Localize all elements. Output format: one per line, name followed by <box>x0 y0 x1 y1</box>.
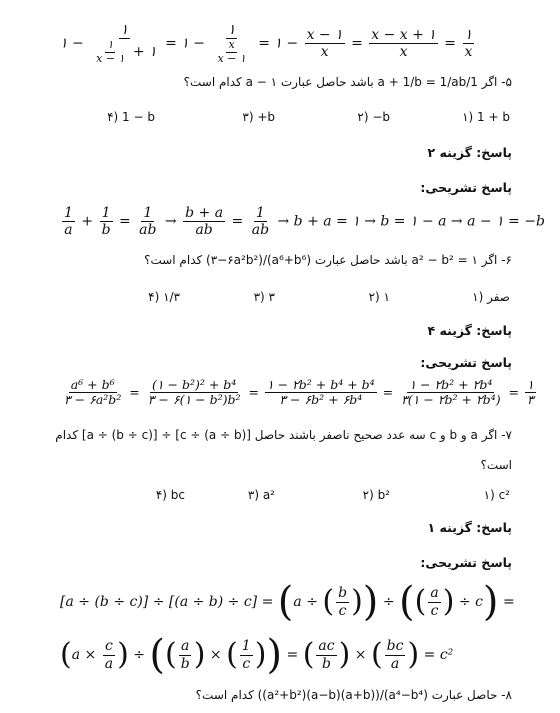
q6-option-3: ۳) ۳ <box>253 290 275 304</box>
q6-option-1: ۱) صفر <box>472 290 510 304</box>
q7-question-cont: است؟ <box>480 458 512 472</box>
q6-question-text: ۶- اگر a² − b² = ۱ باشد حاصل عبارت (a⁶+b⁶)/(۳−۶a²b²) کدام است؟ <box>144 253 512 267</box>
q7-option-1: ۱) c² <box>483 488 510 502</box>
q5-question-text: ۵- اگر 1/a + 1/b = 1/ab باشد حاصل عبارت a − ۱ کدام است؟ <box>183 75 512 89</box>
q7-option-2: ۲) b² <box>362 488 390 502</box>
q7-explain-title: پاسخ تشریحی: <box>420 555 512 570</box>
q6-option-4: ۴) ۱/۳ <box>148 290 180 304</box>
q6-explain-title: پاسخ تشریحی: <box>420 355 512 370</box>
q5-answer: پاسخ: گزینه ۲ <box>427 145 512 160</box>
q7-option-3: ۳) a² <box>247 488 275 502</box>
q7-question: ۷- اگر a و b و c سه عدد صحیح ناصفر باشند حاصل [(a ÷ b) ÷ c] ÷ [a ÷ (b ÷ c)] کدام <box>55 428 512 442</box>
q6-question <box>144 253 512 267</box>
q6-option-2: ۲) ۱ <box>368 290 390 304</box>
q6-explanation: $\frac{\text{a⁶ + b⁶}}{\text{۳ − ۶a²b²}}$ = $\frac{\text{(۱ − b²)² + b⁴}}{\text{۳ − ۶(۱ − b²)b²}}$ = $\frac{\text{۱ − ۲b² + b⁴ + b⁴}}{\text{۳ − ۶b² + ۶b⁴}}$ = $\frac{\text{۱ − ۲b² + ۲b⁴}}{\text{۳(۱ − ۲b² + ۲b⁴)}}$ = $\frac{۱}{۳}$ <box>64 377 534 408</box>
q7-option-4: ۴) bc <box>155 488 185 502</box>
q6-answer: پاسخ: گزینه ۴ <box>427 323 512 338</box>
q5-explanation: $\frac{1}{a}$ + $\frac{1}{b}$ = $\frac{1}{ab}$ → $\frac{b + a}{ab}$ = $\frac{1}{ab}$ → b + a = ۱ → b = ۱ − a → a − ۱ = −b <box>64 205 545 239</box>
q5-explain-title: پاسخ تشریحی: <box>420 180 512 195</box>
q5-top-equation: ۱ − ۱ $\frac{۱}{x - ۱}$ + ۱ = ۱ − $\frac{۱}{\frac{x}{x - ۱}}$ = ۱ − $\frac{x - ۱}{x}$ = $\frac{x - x + ۱}{x}$ = $\frac{۱}{x}$ <box>60 22 473 65</box>
q5-option-2: ۲) −b <box>357 110 390 124</box>
q7-explanation-2: (a × $\frac{c}{a}$ ) ÷ (( $\frac{a}{b}$ ) × ( $\frac{1}{c}$ )) = ( $\frac{ac}{b}$ ) × ( $\frac{bc}{a}$ ) = c² <box>60 632 454 678</box>
q5-option-3: ۳) +b <box>242 110 275 124</box>
q7-answer: پاسخ: گزینه ۱ <box>427 520 512 535</box>
q5-option-4: ۴) 1 − b <box>107 110 155 124</box>
q7-explanation-1: [a ÷ (b ÷ c)] ÷ [(a ÷ b) ÷ c] = (a ÷ ( $\frac{b}{c}$ )) ÷ (( $\frac{a}{c}$ ) ÷ c) = <box>60 579 515 625</box>
q5-question <box>184 75 512 89</box>
q5-option-1: ۱) 1 + b <box>462 110 510 124</box>
q8-question: ۸- حاصل عبارت (a⁴−b⁴)/((a+b)(a−b)(a²+b²)) کدام است؟ <box>195 688 512 702</box>
